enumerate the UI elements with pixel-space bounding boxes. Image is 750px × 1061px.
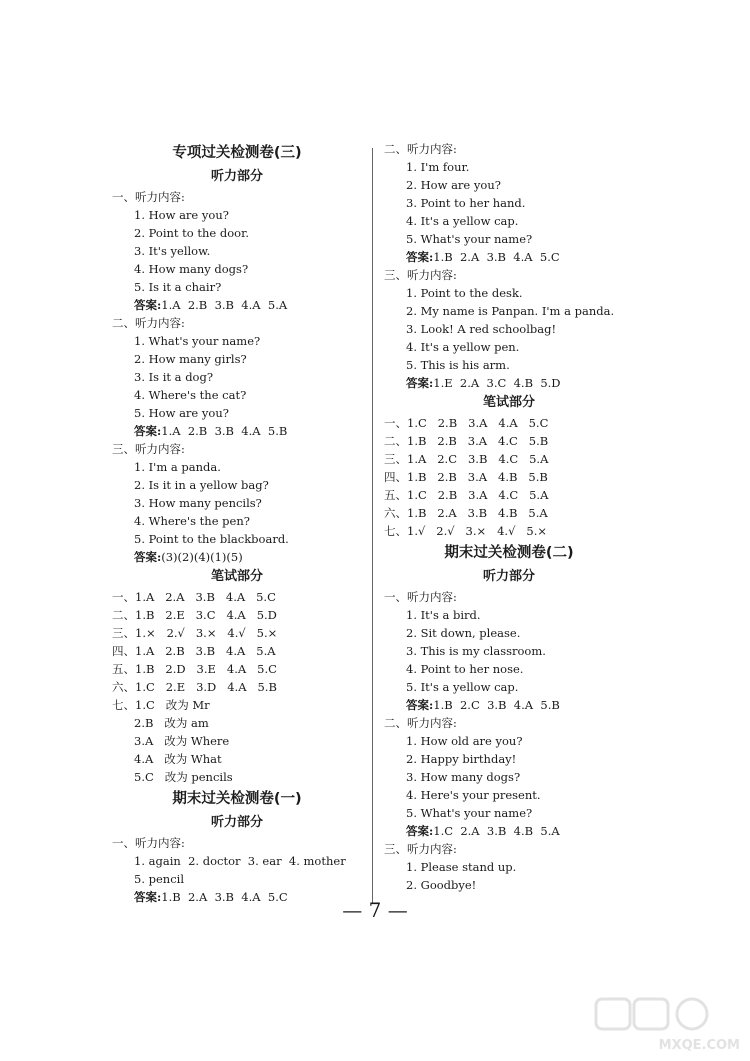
content-line: 5. Is it a chair? bbox=[134, 280, 222, 294]
question-heading: 四、1.B 2.B 3.A 4.B 5.B bbox=[384, 470, 548, 484]
right-column bbox=[384, 140, 634, 894]
content-line: 3. It's yellow. bbox=[134, 244, 211, 258]
question-heading: 二、听力内容: bbox=[384, 716, 457, 730]
answer-line bbox=[384, 696, 634, 714]
answer-value: 1.A 2.B 3.B 4.A 5.A bbox=[161, 298, 288, 312]
answer-value: 1.E 2.A 3.C 4.B 5.D bbox=[433, 376, 561, 390]
answer-label: 答案: bbox=[134, 298, 162, 312]
answer-label: 答案: bbox=[134, 424, 162, 438]
content-line: 2. How are you? bbox=[406, 178, 501, 192]
question-heading: 三、1.× 2.√ 3.× 4.√ 5.× bbox=[112, 626, 278, 640]
content-line: 1. How old are you? bbox=[406, 734, 523, 748]
content-line: 1. It's a bird. bbox=[406, 608, 481, 622]
page-number: — 7 — bbox=[342, 898, 408, 922]
answer-line bbox=[384, 248, 634, 266]
question-heading: 五、1.C 2.B 3.A 4.C 5.A bbox=[384, 488, 549, 502]
answer-label: 答案: bbox=[406, 250, 434, 264]
answer-watermark-logo bbox=[592, 995, 742, 1055]
content-line: 4.A 改为 What bbox=[134, 752, 222, 766]
question-heading: 七、1.C 改为 Mr bbox=[112, 698, 210, 712]
content-line: 2. My name is Panpan. I'm a panda. bbox=[406, 304, 615, 318]
section-subtitle: 笔试部分 bbox=[482, 395, 535, 410]
content-line: 3. How many pencils? bbox=[134, 496, 262, 510]
column-divider bbox=[372, 148, 373, 903]
content-line: 2. Point to the door. bbox=[134, 226, 249, 240]
section-title: 期末过关检测卷(一) bbox=[172, 791, 302, 807]
content-line: 2. Sit down, please. bbox=[406, 626, 521, 640]
answer-label: 答案: bbox=[134, 890, 162, 904]
question-heading: 二、1.B 2.B 3.A 4.C 5.B bbox=[384, 434, 549, 448]
question-heading: 三、听力内容: bbox=[384, 842, 457, 856]
content-line: 4. Where's the cat? bbox=[134, 388, 247, 402]
content-line: 1. What's your name? bbox=[134, 334, 261, 348]
section-subtitle: 听力部分 bbox=[482, 569, 535, 584]
content-line: 5. Point to the blackboard. bbox=[134, 532, 289, 546]
content-line: 3. Look! A red schoolbag! bbox=[406, 322, 557, 336]
answer-value: 1.B 2.C 3.B 4.A 5.B bbox=[433, 698, 560, 712]
content-line: 1. again 2. doctor 3. ear 4. mother bbox=[134, 854, 346, 868]
section-subtitle: 听力部分 bbox=[210, 169, 263, 184]
content-line: 5. What's your name? bbox=[406, 232, 533, 246]
content-line: 1. Please stand up. bbox=[406, 860, 517, 874]
answer-label: 答案: bbox=[406, 698, 434, 712]
content-line: 3. This is my classroom. bbox=[406, 644, 546, 658]
watermark-text: MXQE.COM bbox=[658, 1038, 740, 1053]
answer-label: 答案: bbox=[406, 376, 434, 390]
content-line: 2. Goodbye! bbox=[406, 878, 477, 892]
answer-label: 答案: bbox=[406, 824, 434, 838]
answer-line bbox=[384, 374, 634, 392]
content-line: 2. How many girls? bbox=[134, 352, 247, 366]
section-title: 期末过关检测卷(二) bbox=[444, 545, 574, 561]
answer-value: 1.A 2.B 3.B 4.A 5.B bbox=[161, 424, 288, 438]
answer-value: 1.C 2.A 3.B 4.B 5.A bbox=[433, 824, 560, 838]
content-line: 3. Point to her hand. bbox=[406, 196, 526, 210]
section-title: 专项过关检测卷(三) bbox=[172, 145, 302, 161]
content-line: 5. This is his arm. bbox=[406, 358, 510, 372]
content-line: 5. It's a yellow cap. bbox=[406, 680, 519, 694]
question-heading: 一、1.A 2.A 3.B 4.A 5.C bbox=[112, 590, 276, 604]
content-line: 4. Where's the pen? bbox=[134, 514, 250, 528]
content-line: 1. I'm four. bbox=[406, 160, 470, 174]
answer-value: (3)(2)(4)(1)(5) bbox=[161, 550, 243, 564]
content-line: 1. How are you? bbox=[134, 208, 229, 222]
content-line: 3.A 改为 Where bbox=[134, 734, 230, 748]
left-column bbox=[112, 140, 362, 906]
content-line: 1. Point to the desk. bbox=[406, 286, 523, 300]
answer-line bbox=[112, 548, 362, 566]
content-line: 4. Point to her nose. bbox=[406, 662, 524, 676]
content-line: 2. Happy birthday! bbox=[406, 752, 517, 766]
question-heading: 一、听力内容: bbox=[112, 836, 185, 850]
question-heading: 一、1.C 2.B 3.A 4.A 5.C bbox=[384, 416, 549, 430]
question-heading: 三、听力内容: bbox=[384, 268, 457, 282]
question-heading: 三、听力内容: bbox=[112, 442, 185, 456]
question-heading: 四、1.A 2.B 3.B 4.A 5.A bbox=[112, 644, 276, 658]
answer-value: 1.B 2.A 3.B 4.A 5.C bbox=[433, 250, 560, 264]
question-heading: 七、1.√ 2.√ 3.× 4.√ 5.× bbox=[384, 524, 547, 538]
question-heading: 二、1.B 2.E 3.C 4.A 5.D bbox=[112, 608, 277, 622]
question-heading: 六、1.C 2.E 3.D 4.A 5.B bbox=[112, 680, 277, 694]
content-line: 3. Is it a dog? bbox=[134, 370, 214, 384]
content-line: 1. I'm a panda. bbox=[134, 460, 221, 474]
content-line: 5. pencil bbox=[134, 872, 184, 886]
content-line: 5. What's your name? bbox=[406, 806, 533, 820]
answer-value: 1.B 2.A 3.B 4.A 5.C bbox=[161, 890, 288, 904]
content-line: 4. Here's your present. bbox=[406, 788, 541, 802]
question-heading: 一、听力内容: bbox=[384, 590, 457, 604]
question-heading: 一、听力内容: bbox=[112, 190, 185, 204]
section-subtitle: 听力部分 bbox=[210, 815, 263, 830]
content-line: 2.B 改为 am bbox=[134, 716, 209, 730]
question-heading: 二、听力内容: bbox=[384, 142, 457, 156]
content-line: 3. How many dogs? bbox=[406, 770, 521, 784]
answer-line bbox=[384, 822, 634, 840]
question-heading: 五、1.B 2.D 3.E 4.A 5.C bbox=[112, 662, 277, 676]
answer-label: 答案: bbox=[134, 550, 162, 564]
question-heading: 二、听力内容: bbox=[112, 316, 185, 330]
answer-line bbox=[112, 296, 362, 314]
content-line: 5.C 改为 pencils bbox=[134, 770, 233, 784]
section-subtitle: 笔试部分 bbox=[210, 569, 263, 584]
question-heading: 三、1.A 2.C 3.B 4.C 5.A bbox=[384, 452, 549, 466]
answer-line bbox=[112, 422, 362, 440]
content-line: 4. How many dogs? bbox=[134, 262, 249, 276]
question-heading: 六、1.B 2.A 3.B 4.B 5.A bbox=[384, 506, 548, 520]
content-line: 2. Is it in a yellow bag? bbox=[134, 478, 269, 492]
content-line: 4. It's a yellow pen. bbox=[406, 340, 520, 354]
content-line: 5. How are you? bbox=[134, 406, 229, 420]
content-line: 4. It's a yellow cap. bbox=[406, 214, 519, 228]
